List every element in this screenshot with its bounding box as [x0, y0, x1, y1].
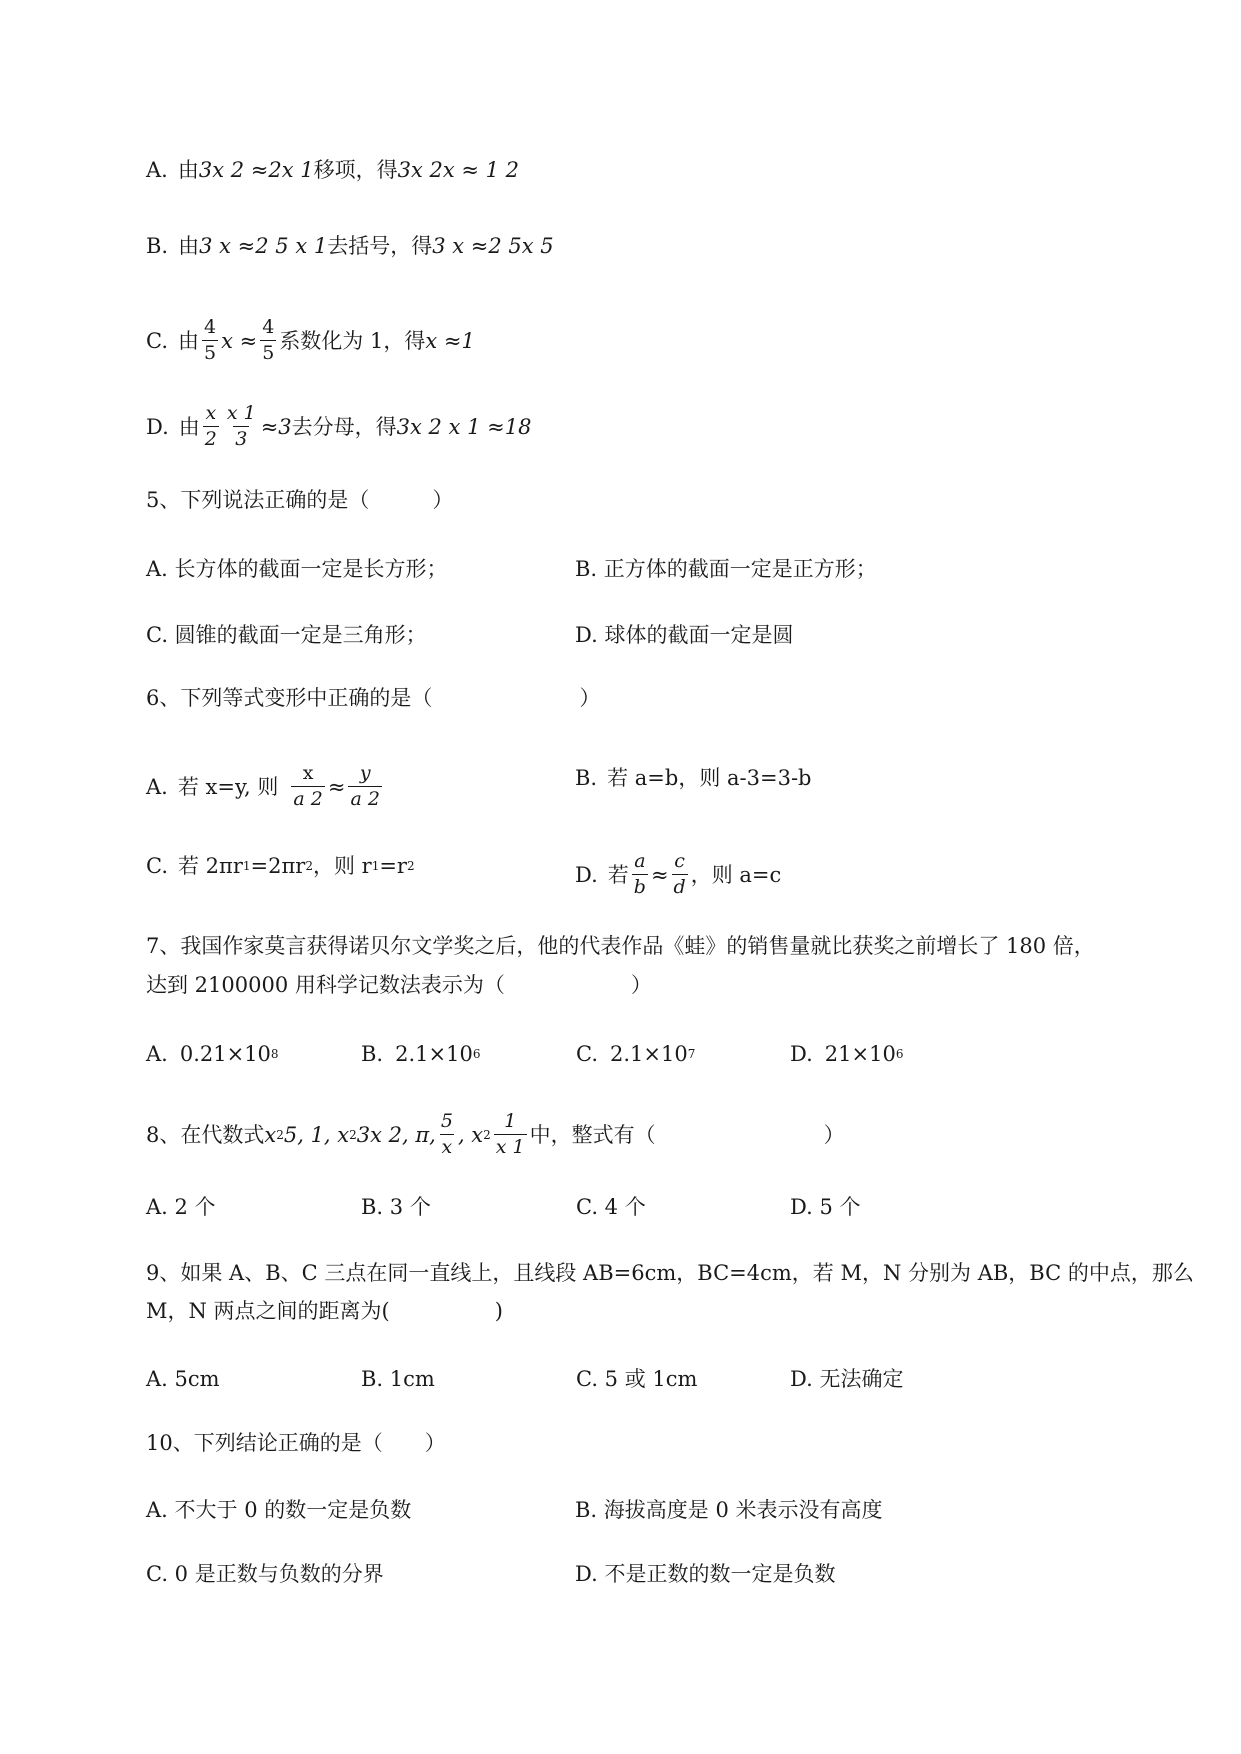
fraction	[225, 404, 258, 449]
q7-stem-line-1: 7、我国作家莫言获得诺贝尔文学奖之后，他的代表作品《蛙》的销售量就比获奖之前增长了 180 倍，	[146, 934, 1095, 958]
option-letter: A.	[146, 158, 168, 182]
q9-option-c: C. 5 或 1cm	[576, 1367, 698, 1391]
q6-option-d	[575, 852, 781, 897]
denominator: x	[441, 1136, 453, 1158]
q10-option-a: A. 不大于 0 的数一定是负数	[146, 1498, 412, 1522]
q9-option-b: B. 1cm	[361, 1367, 435, 1391]
q6-stem: 6、下列等式变形中正确的是（ ）	[146, 686, 601, 710]
option-letter: B.	[146, 234, 169, 258]
q7-option-d: D. 21×10 6	[790, 1042, 904, 1066]
numerator: 4	[262, 316, 275, 338]
option-text: 去括号，得	[327, 234, 433, 258]
denominator: 5	[204, 342, 217, 364]
math-expression: ≈3	[260, 414, 292, 439]
math-expression: 3x 2 ≈2x 1	[198, 158, 314, 182]
q4-option-c	[146, 318, 475, 363]
numerator: x 1	[226, 402, 256, 424]
math-expression: x ≈1	[425, 328, 475, 353]
math-relation: ≈	[327, 774, 346, 799]
question-text: 8、在代数式	[146, 1122, 265, 1147]
option-text: 0.21×10	[179, 1042, 271, 1066]
option-text: 去分母，得	[291, 414, 397, 439]
fraction	[291, 764, 324, 809]
denominator: d	[673, 876, 686, 898]
q7-option-a: A. 0.21×10 8	[146, 1042, 279, 1066]
q4-option-b	[146, 232, 554, 260]
denominator: 3	[235, 428, 248, 450]
denominator: 5	[262, 342, 275, 364]
q5-stem: 5、下列说法正确的是（ ）	[146, 488, 454, 512]
option-text: ，则 a=c	[690, 862, 782, 887]
numerator: x	[205, 402, 217, 424]
math-expression: 3x 2 x 1 ≈18	[396, 414, 532, 439]
option-text: =2πr	[250, 854, 306, 878]
numerator: 1	[504, 1110, 517, 1132]
q5-option-b: B. 正方体的截面一定是正方形；	[575, 557, 877, 581]
option-letter: C.	[146, 328, 168, 353]
option-text: 系数化为 1，得	[279, 328, 426, 353]
numerator: 4	[204, 316, 217, 338]
q9-option-d: D. 无法确定	[790, 1367, 904, 1391]
math-expression: 3 x ≈2 5 x 1	[199, 234, 328, 258]
fraction	[672, 852, 688, 897]
numerator: y	[359, 762, 371, 784]
option-text: 若 2πr	[178, 854, 243, 878]
option-text: ，则 r	[312, 854, 372, 878]
q5-option-c: C. 圆锥的截面一定是三角形；	[146, 623, 427, 647]
numerator: a	[634, 850, 646, 872]
q9-option-a: A. 5cm	[146, 1367, 220, 1391]
option-letter: C.	[146, 854, 168, 878]
q6-option-a	[146, 764, 385, 809]
option-text: 由	[177, 158, 199, 182]
q8-option-c: C. 4 个	[576, 1195, 646, 1219]
denominator: x 1	[495, 1136, 525, 1158]
denominator: b	[633, 876, 646, 898]
denominator: a 2	[293, 788, 323, 810]
q8-option-d: D. 5 个	[790, 1195, 861, 1219]
math-expression: x	[264, 1122, 277, 1147]
math-relation: ≈	[650, 862, 669, 887]
option-text: 移项，得	[313, 158, 398, 182]
option-text: 2.1×10	[610, 1042, 688, 1066]
math-expression: 5, 1, x	[283, 1122, 350, 1147]
q9-stem-line-1: 9、如果 A、B、C 三点在同一直线上，且线段 AB=6cm，BC=4cm，若 M，N 分别为 AB，BC 的中点，那么	[146, 1261, 1194, 1285]
option-text: 由	[178, 328, 199, 353]
fraction	[632, 852, 648, 897]
q8-option-a: A. 2 个	[146, 1195, 216, 1219]
q10-stem: 10、下列结论正确的是（ ）	[146, 1431, 446, 1455]
option-text: 21×10	[824, 1042, 896, 1066]
math-expression: x ≈	[221, 328, 258, 353]
numerator: c	[674, 850, 685, 872]
option-text: 由	[178, 234, 200, 258]
option-letter: B.	[361, 1042, 384, 1066]
numerator: 5	[440, 1110, 453, 1132]
question-text: 中，整式有（ ）	[529, 1122, 845, 1147]
denominator: 2	[204, 428, 217, 450]
fraction	[260, 318, 276, 363]
math-expression: , x	[457, 1122, 484, 1147]
math-expression: 3 x ≈2 5x 5	[432, 234, 554, 258]
q10-option-d: D. 不是正数的数一定是负数	[575, 1562, 836, 1586]
option-letter: C.	[576, 1042, 598, 1066]
q6-option-b	[575, 764, 812, 792]
option-letter: D.	[575, 862, 598, 887]
numerator: x	[302, 762, 314, 784]
fraction	[494, 1112, 527, 1157]
q9-stem-line-2: M，N 两点之间的距离为( )	[146, 1299, 503, 1323]
option-letter: D.	[790, 1042, 813, 1066]
option-letter: B.	[575, 766, 598, 790]
fraction	[348, 764, 381, 809]
fraction	[439, 1112, 455, 1157]
option-letter: A.	[146, 774, 168, 799]
q7-stem-line-2: 达到 2100000 用科学记数法表示为（ ）	[146, 973, 652, 997]
q5-option-a: A. 长方体的截面一定是长方形；	[146, 557, 448, 581]
math-expression: 3x 2, π,	[356, 1122, 436, 1147]
q7-option-b: B. 2.1×10 6	[361, 1042, 481, 1066]
q10-option-c: C. 0 是正数与负数的分界	[146, 1562, 384, 1586]
q8-option-b: B. 3 个	[361, 1195, 431, 1219]
fraction	[203, 404, 219, 449]
option-letter: D.	[146, 414, 169, 439]
q7-option-c: C. 2.1×10 7	[576, 1042, 696, 1066]
option-text: 2.1×10	[395, 1042, 473, 1066]
q5-option-d: D. 球体的截面一定是圆	[575, 623, 794, 647]
option-text: =r	[379, 854, 407, 878]
denominator: a 2	[350, 788, 380, 810]
q10-option-b: B. 海拔高度是 0 米表示没有高度	[575, 1498, 883, 1522]
fraction	[202, 318, 218, 363]
option-text: 若	[607, 862, 629, 887]
q6-option-c: C. 若 2πr 1 =2πr 2 ，则 r 1 =r 2	[146, 854, 415, 878]
option-text: 若 x=y, 则	[177, 774, 279, 799]
q8-stem: 8、在代数式 x 2 5, 1, x 2 3x 2, π, $\frac{5}{x}$ , x 2 $\frac{1}{x 1}$ 中，整式有（ ）	[146, 1110, 845, 1158]
option-text: 由	[178, 414, 200, 439]
q4-option-a	[146, 156, 519, 184]
q4-option-d	[146, 404, 531, 449]
math-expression: 3x 2x ≈ 1 2	[397, 158, 520, 182]
option-text: 若 a=b，则 a-3=3-b	[607, 766, 812, 790]
option-letter: A.	[146, 1042, 168, 1066]
